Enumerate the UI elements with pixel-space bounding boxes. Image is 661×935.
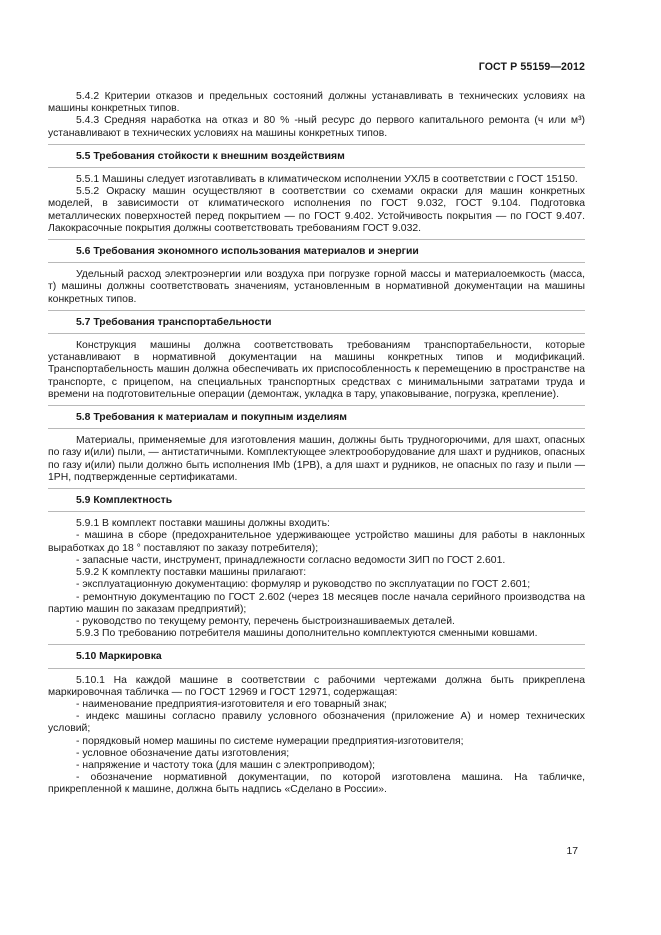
list-item: - напряжение и частоту тока (для машин с электроприводом); xyxy=(76,759,376,771)
list-item: - машина в сборе (предохранительное удерживающее устройство машины для работы в наклонных выработках до 18 ° поставляют по заказу потребителя); xyxy=(48,530,585,554)
page-number: 17 xyxy=(566,846,578,857)
section-divider xyxy=(48,668,585,669)
paragraph: 5.10.1 На каждой машине в соответствии с рабочими чертежами должна быть прикреплена маркировочная табличка — по ГОСТ 12969 и ГОСТ 12971, содержащая: xyxy=(48,674,585,698)
paragraph: 5.4.3 Средняя наработка на отказ и 80 % -ный ресурс до первого капитального ремонта (ч или м³) устанавливают в технических условиях на машины конкретных типов. xyxy=(48,115,585,139)
section-divider xyxy=(48,167,585,168)
document-body xyxy=(48,91,585,797)
section-divider xyxy=(48,488,585,489)
section-divider xyxy=(48,239,585,240)
list-item: - эксплуатационную документацию: формуляр и руководство по эксплуатации по ГОСТ 2.601; xyxy=(76,579,531,591)
section-divider xyxy=(48,511,585,512)
paragraph: Удельный расход электроэнергии или воздуха при погрузке горной массы и материалоемкость (масса, т) машины должны соответствовать значениям, установленным в нормативной документации на машины конкретных типов. xyxy=(48,269,585,305)
section-heading: 5.7 Требования транспортабельности xyxy=(76,316,272,328)
section-divider xyxy=(48,144,585,145)
paragraph: 5.9.1 В комплект поставки машины должны входить: xyxy=(76,518,330,530)
list-item: - индекс машины согласно правилу условного обозначения (приложение А) и номер технических условий; xyxy=(48,711,585,735)
list-item: - условное обозначение даты изготовления; xyxy=(76,747,290,759)
section-heading: 5.10 Маркировка xyxy=(76,651,162,663)
paragraph: Материалы, применяемые для изготовления машин, должны быть трудногорючими, для шахт, опасных по газу и(или) пыли, — антистатичными. Комплектующее электрооборудование для шахт и рудников, опасных по газу и(или) пыли должно быть исполнения IMb (1PB), а для шахт и рудников, не опасных по газу и пыли — 1PH, подтвержденные сертификатами. xyxy=(48,435,585,483)
list-item: - наименование предприятия-изготовителя и его товарный знак; xyxy=(76,698,387,710)
section-divider xyxy=(48,428,585,429)
section-divider xyxy=(48,405,585,406)
paragraph: 5.9.2 К комплекту поставки машины прилагают: xyxy=(76,567,307,579)
section-heading: 5.6 Требования экономного использования материалов и энергии xyxy=(76,246,419,258)
list-item: - обозначение нормативной документации, по которой изготовлена машина. На табличке, прикрепленной к машине, должна быть надпись «Сделано в России». xyxy=(48,772,585,796)
section-divider xyxy=(48,262,585,263)
list-item: - порядковый номер машины по системе нумерации предприятия-изготовителя; xyxy=(76,735,464,747)
section-heading: 5.5 Требования стойкости к внешним воздействиям xyxy=(76,150,345,162)
paragraph: 5.5.2 Окраску машин осуществляют в соответствии со схемами окраски для машин конкретных моделей, в зависимости от климатического исполнения по ГОСТ 9.032, ГОСТ 9.104. Подготовка металлических поверхностей перед покрытием — по ГОСТ 9.402. Устойчивость покрытия — по ГОСТ 9.407. Лакокрасочные покрытия должны соответствовать требованиям ГОСТ 9.032. xyxy=(48,186,585,234)
list-item: - запасные части, инструмент, принадлежности согласно ведомости ЗИП по ГОСТ 2.601. xyxy=(76,554,506,566)
section-heading: 5.8 Требования к материалам и покупным изделиям xyxy=(76,412,347,424)
section-divider xyxy=(48,644,585,645)
paragraph: 5.4.2 Критерии отказов и предельных состояний должны устанавливать в технических условиях на машины конкретных типов. xyxy=(48,91,585,115)
list-item: - руководство по текущему ремонту, перечень быстроизнашиваемых деталей. xyxy=(76,615,455,627)
section-heading: 5.9 Комплектность xyxy=(76,495,173,507)
paragraph: 5.9.3 По требованию потребителя машины дополнительно комплектуются сменными ковшами. xyxy=(76,628,538,640)
document-standard-id: ГОСТ Р 55159—2012 xyxy=(478,61,585,73)
paragraph: 5.5.1 Машины следует изготавливать в климатическом исполнении УХЛ5 в соответствии с ГОСТ 15150. xyxy=(76,174,578,186)
section-divider xyxy=(48,310,585,311)
section-divider xyxy=(48,333,585,334)
paragraph: Конструкция машины должна соответствовать требованиям транспортабельности, которые устанавливают в нормативной документации на машины конкретных типов и модификаций. Транспортабельность машин должна обеспечивать их приспособленность к перемещению в пространстве на транспорте, с прицепом, на специальных транспортных средствах с минимальными затратами труда и времени на подготовительные операции (демонтаж, укладка в тару, упаковывание, погрузка, крепление). xyxy=(48,340,585,400)
list-item: - ремонтную документацию по ГОСТ 2.602 (через 18 месяцев после начала серийного производства на партию машин по заказам предприятий); xyxy=(48,591,585,615)
